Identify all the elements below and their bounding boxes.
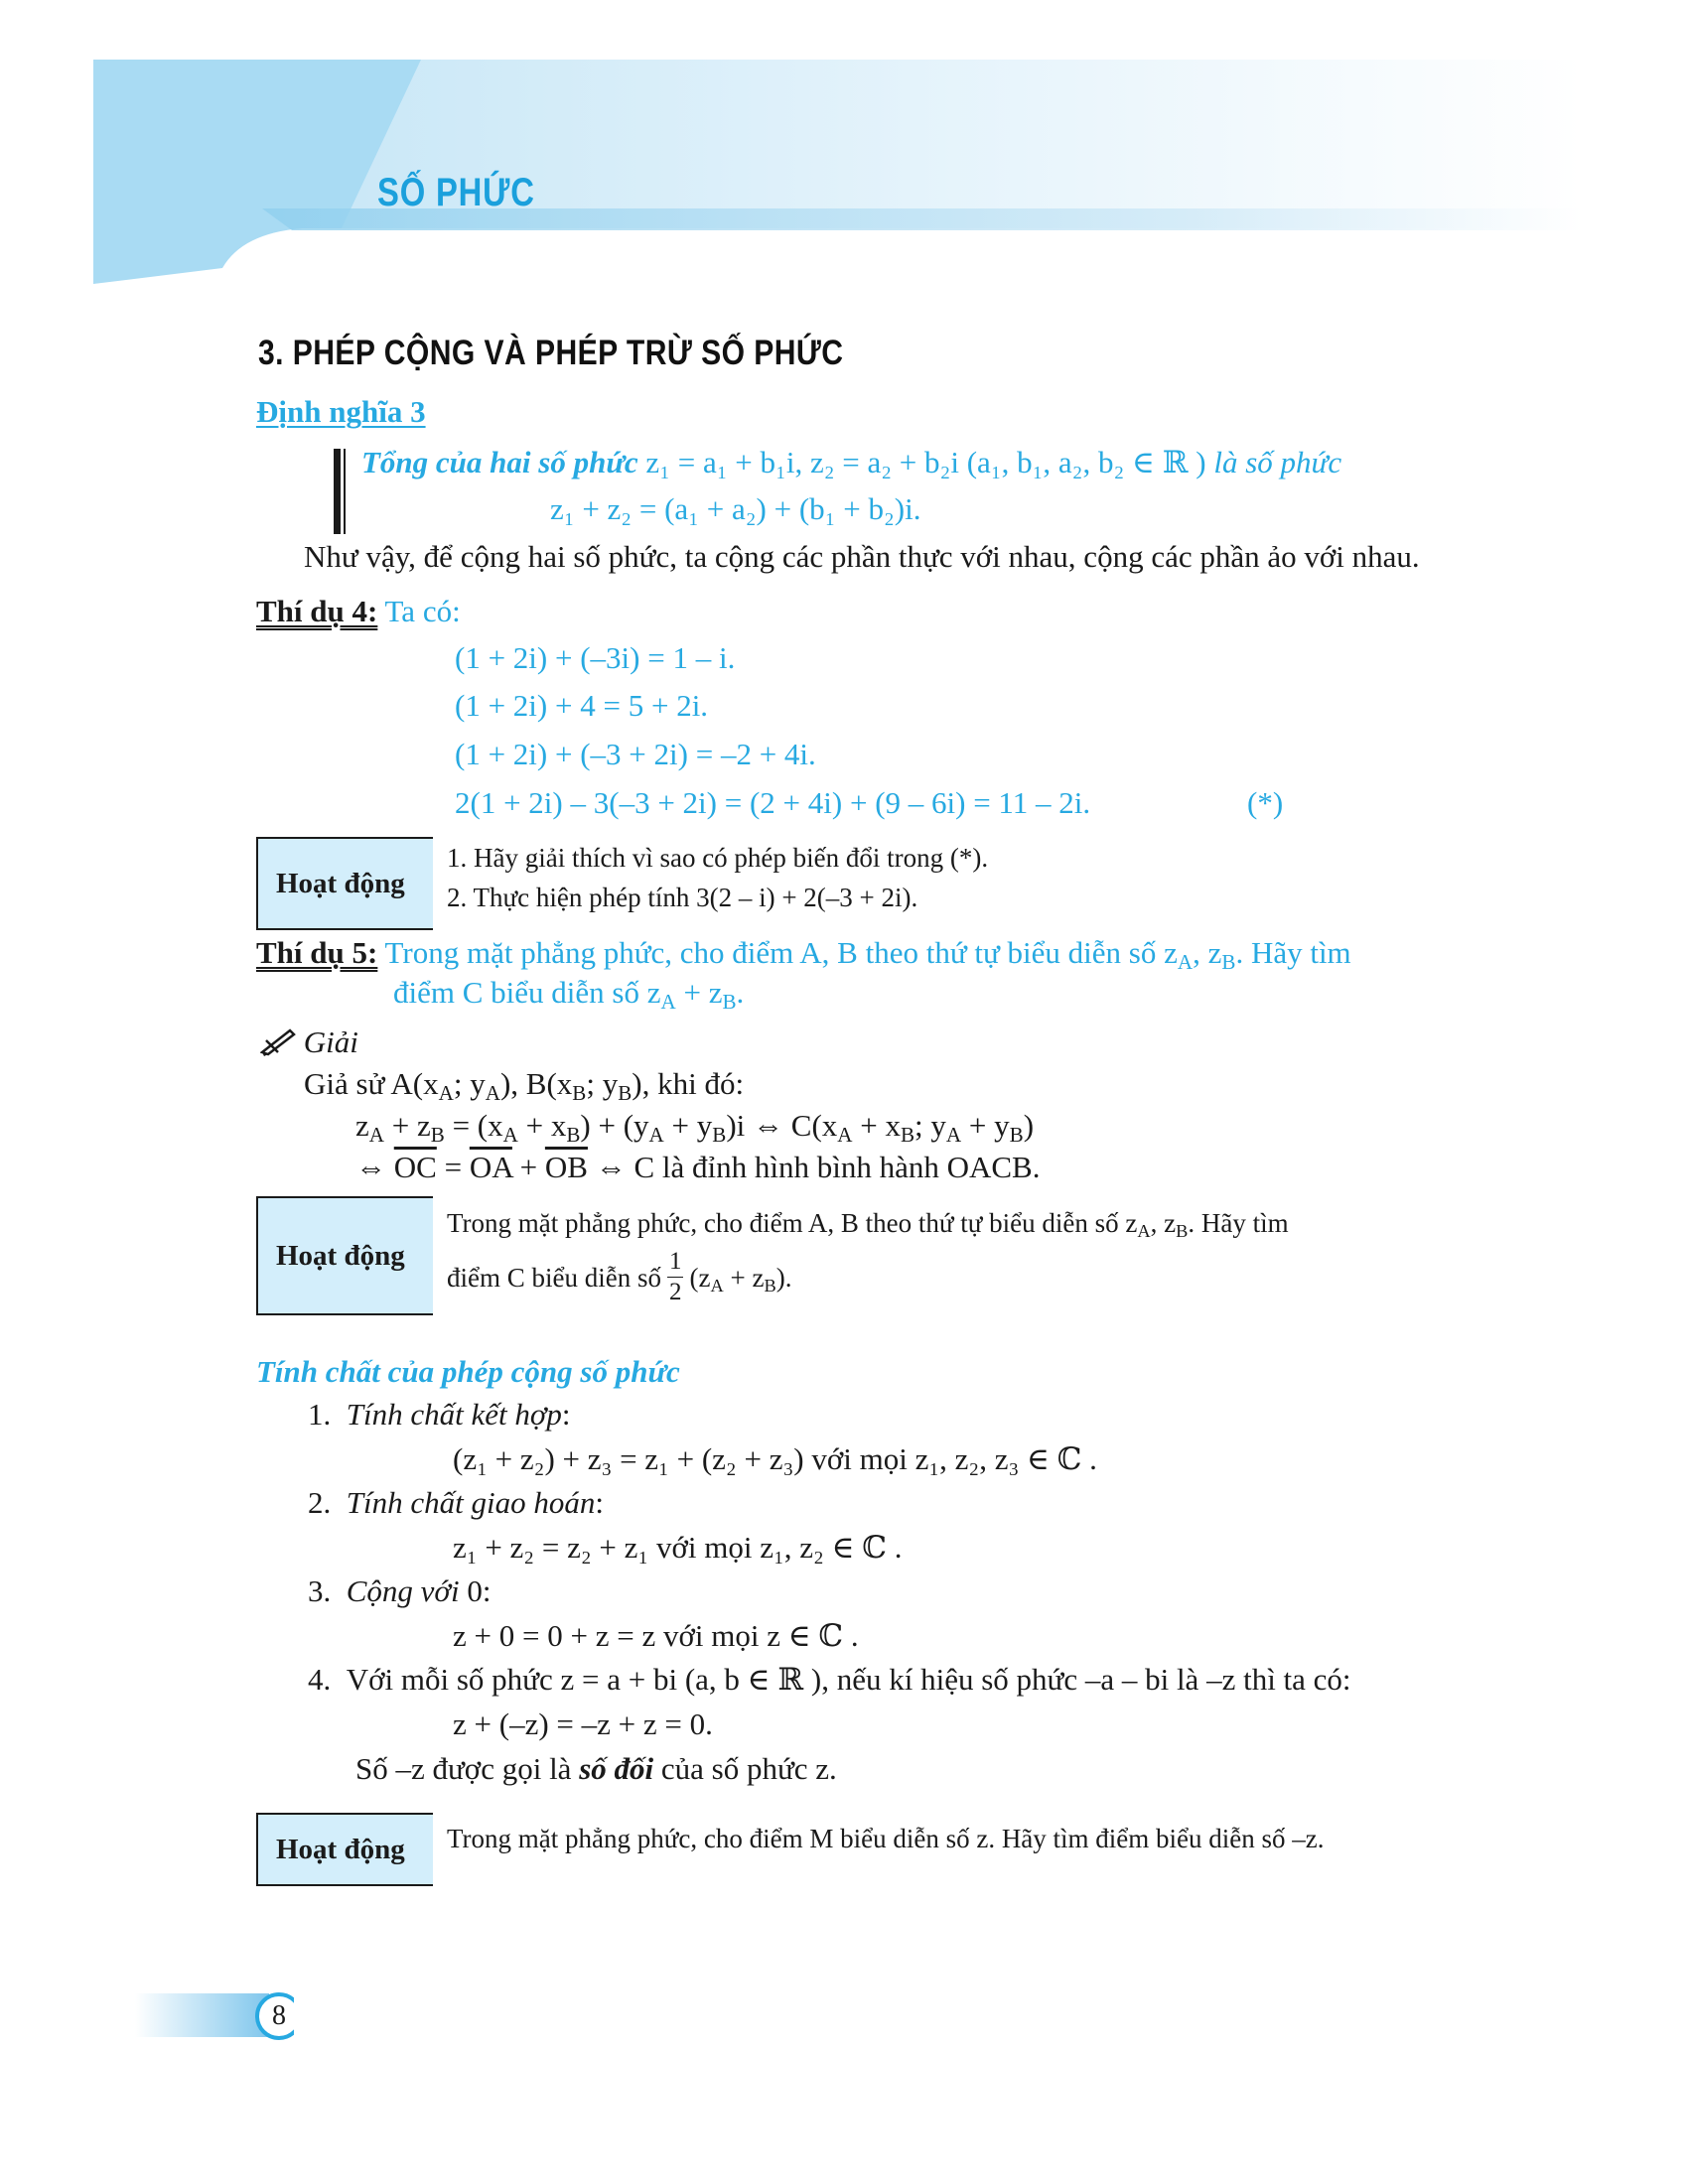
activity-label-3: Hoạt động [276, 1833, 405, 1865]
opposite-tail: của số phức z. [653, 1751, 837, 1786]
solution-line-1: Giả sử $A(x_A$; $y_A$), $B(x_B$; $y_B$), khi đó: [304, 1066, 745, 1105]
vector-ob: $\overline{OB}$ [544, 1150, 588, 1184]
property-1-suffix: : [561, 1397, 571, 1432]
page-number: 8 [272, 2000, 286, 2031]
opposite-number-note [355, 1749, 837, 1789]
solution-heading [260, 1023, 358, 1066]
activity-box-3 [256, 1813, 433, 1886]
example-4-line-1: (1 + 2i) + (–3i) = 1 – i. [455, 640, 736, 675]
activity-2-line-2 [447, 1247, 791, 1307]
property-4-text: Với mỗi số phức z = a + bi (a, b ∈ ℝ ), nếu kí hiệu số phức –a – bi là –z thì ta có: [346, 1662, 1351, 1697]
activity-label-2: Hoạt động [276, 1239, 405, 1272]
property-1-formula: (z₁ + z₂) + z₃ = z₁ + (z₂ + z₃) với mọi z₁, z₂, z₃ ∈ ℂ . [453, 1441, 1097, 1476]
property-2-suffix: : [595, 1485, 604, 1520]
solution-conclusion: ⇔ C là đỉnh hình bình hành OACB. [595, 1150, 1041, 1184]
example-5-line-1: Trong mặt phẳng phức, cho điểm A, B theo thứ tự biểu diễn số $z_A$, $z_B$. Hãy tìm [377, 935, 1351, 974]
definition-line-1 [361, 443, 1341, 482]
property-3-formula: z + 0 = 0 + z = z với mọi z ∈ ℂ . [453, 1618, 859, 1653]
property-4 [308, 1660, 1351, 1700]
property-3-number: 3. [308, 1573, 332, 1608]
definition-remark: Như vậy, để cộng hai số phức, ta cộng các phần thực với nhau, cộng các phần ảo với nhau. [304, 539, 1420, 574]
example-4-line-2: (1 + 2i) + 4 = 5 + 2i. [455, 688, 709, 723]
example-4-intro: Ta có: [377, 594, 461, 628]
activity-1-item-2: 2. Thực hiện phép tính 3(2 – i) + 2(–3 + 2i). [447, 883, 918, 912]
opposite-term: số đối [579, 1751, 654, 1786]
activity-label-1: Hoạt động [276, 867, 405, 899]
property-3-name: Cộng với [346, 1573, 460, 1608]
property-2-number: 2. [308, 1485, 332, 1520]
vector-oc: $\overline{OC}$ [393, 1150, 437, 1184]
definition-line-2: z₁ + z₂ = (a₁ + a₂) + (b₁ + b₂)i. [550, 491, 921, 526]
opposite-lead: Số –z được gọi là [355, 1751, 580, 1786]
section-title: 3. PHÉP CỘNG VÀ PHÉP TRỪ SỐ PHỨC [258, 334, 844, 372]
definition-bar [334, 449, 341, 534]
properties-title: Tính chất của phép cộng số phức [256, 1354, 680, 1389]
property-3-suffix: 0: [459, 1573, 492, 1608]
header-decoration [93, 60, 1583, 290]
pencil-icon [260, 1026, 296, 1066]
chapter-title: SỐ PHỨC [377, 171, 535, 214]
example-4-mark: (*) [1247, 785, 1284, 820]
example-5-line-2: điểm C biểu diễn số $z_A + z_B$. [393, 975, 745, 1014]
definition-math: z₁ = a₁ + b₁i, z₂ = a₂ + b₂i (a₁, b₁, a₂, b₂ ∈ ℝ ) [637, 445, 1214, 479]
property-1-name: Tính chất kết hợp [346, 1397, 562, 1432]
activity-box-1 [256, 837, 433, 930]
solution-line-3: ⇔ $\overline{OC} = \overline{OA} + \overline{OB}$ ⇔ C là đỉnh hình bình hành OACB. [355, 1150, 1041, 1184]
activity-2-line-1: Trong mặt phẳng phức, cho điểm A, B theo thứ tự biểu diễn số $z_A$, $z_B$. Hãy tìm [447, 1208, 1289, 1242]
example-4-heading [256, 592, 461, 631]
definition-bar-thin [344, 449, 346, 534]
fraction-numerator: 1 [667, 1247, 684, 1278]
example-5-heading [256, 933, 1351, 973]
solution-line-2: $z_A + z_B = (x_A + x_B) + (y_A + y_B)i$ ⇔ $C(x_A + x_B$; $y_A + y_B$) [355, 1108, 1035, 1147]
property-3 [308, 1571, 491, 1611]
activity-2-lead: điểm C biểu diễn số [447, 1262, 661, 1293]
activity-3-text: Trong mặt phẳng phức, cho điểm M biểu diễn số z. Hãy tìm điểm biểu diễn số –z. [447, 1824, 1325, 1853]
property-2 [308, 1483, 604, 1523]
activity-2-tail: $(z_A + z_B)$. [689, 1262, 792, 1296]
definition-label: Định nghĩa 3 [256, 394, 426, 429]
fraction-denominator: 2 [668, 1279, 682, 1305]
example-4-line-4: 2(1 + 2i) – 3(–3 + 2i) = (2 + 4i) + (9 – 6i) = 11 – 2i. [455, 785, 1091, 820]
chapter-header-band [93, 60, 1583, 290]
vector-oa: $\overline{OA}$ [469, 1150, 512, 1184]
property-4-formula: z + (–z) = –z + z = 0. [453, 1706, 713, 1741]
example-4-line-3: (1 + 2i) + (–3 + 2i) = –2 + 4i. [455, 737, 816, 771]
fraction-one-half [667, 1247, 684, 1307]
property-2-name: Tính chất giao hoán [346, 1485, 596, 1520]
example-4-label: Thí dụ 4: [256, 594, 378, 628]
property-4-number: 4. [308, 1662, 332, 1697]
solution-label: Giải [303, 1024, 358, 1059]
definition-lead: Tổng của hai số phức [361, 445, 638, 479]
property-2-formula: z₁ + z₂ = z₂ + z₁ với mọi z₁, z₂ ∈ ℂ . [453, 1530, 903, 1565]
activity-1-item-1: 1. Hãy giải thích vì sao có phép biến đổi trong (*). [447, 843, 989, 873]
property-1-number: 1. [308, 1397, 332, 1432]
example-5-label: Thí dụ 5: [256, 935, 378, 970]
activity-box-2 [256, 1196, 433, 1315]
property-1 [308, 1395, 571, 1434]
definition-tail: là số phức [1213, 445, 1342, 479]
